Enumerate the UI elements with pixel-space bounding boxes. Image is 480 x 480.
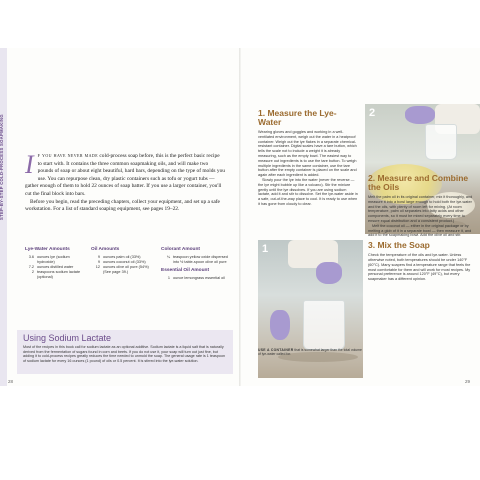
ingredient-description: ounces distilled water: [37, 265, 74, 269]
ingredient-quantity: 1: [167, 276, 170, 280]
step-2-3-column: [368, 174, 473, 282]
book-spine: [239, 48, 241, 386]
step-3-paragraph-1: Check the temperature of the oils and lye-water. Unless otherwise noted, both temperatures should be under 140°F (60°C). Many soapers find a temperature range that feels the most comfortable for them and will work for most recipes. My personal preference is around 120°F (49°C), but every soapmaker has a different opinion.: [368, 253, 471, 282]
colorant-amount-heading: Colorant Amount: [161, 247, 200, 252]
lye-amounts-heading: Lye-Water Amounts: [25, 247, 70, 252]
ingredient-quantity: 2: [31, 270, 34, 274]
step-2-paragraph-2: Melt the coconut oil — either in the original package or by melting a glob of it in a separate bowl — then measure it, and add it to the soapmaking bowl. Add the olive oil and stir.: [368, 223, 472, 238]
gloved-hand: [316, 262, 342, 284]
essential-oil-heading: Essential Oil Amount: [161, 268, 210, 273]
lye-water-amounts: [25, 247, 85, 280]
step-1-paragraph-2: Slowly pour the lye into the water (never the reverse — the lye might bubble up like a volcano). Stir the mixture gently until the lye dissolves. If you are using sodium lactate, add it and stir to dissolve. Set the lye-water aside in a safe, out-of-the-way place to cool. It is ready to use when it has gone from cloudy to clear.: [258, 177, 358, 206]
ingredient-quantity: 9: [97, 260, 100, 264]
step-1-paragraph-1: Wearing gloves and goggles and working in a well-ventilated environment, weigh out the water in a heatproof container. Weigh out the lye flakes in a separate chemical-resistant container. Digital scales have a tare button, which tells the scale not to include a weight it is already measuring, such as the empty bowl. The easiest way to measure out ingredients is to use the tare button. To weigh multiple ingredients in the same container, use the tare button after the empty container is placed on the scale and again after each ingredient is added.: [258, 130, 357, 178]
caption-lead: USE A CONTAINER: [258, 348, 294, 352]
ingredient-description: teaspoon yellow oxide dispersed into ½ table-spoon olive oil pure: [173, 255, 228, 264]
ingredient-description: ounces coconut oil (33%): [103, 260, 146, 264]
sidebar-title: Using Sodium Lactate: [23, 333, 112, 343]
ingredient-quantity: 3.6: [28, 255, 34, 259]
ingredient-quantity: 12: [95, 265, 100, 269]
ingredient-description: ounces lye (sodium hydroxide): [37, 255, 70, 264]
gloved-hand: [405, 106, 435, 124]
ingredient-amounts: [25, 247, 230, 307]
oil-amounts: [91, 247, 155, 275]
step-2-paragraph-1: Melt the palm oil in its original container, mix it thoroughly, and measure it into a bowl large enough to hold both the lye-water and the oils, with plenty of room left for mixing. (At room temperature, palm oil separates into fatty acids and other components, so it must be mixed separately every time to ensure equal distribution and a consistent product.): [368, 195, 473, 223]
intro-text: [25, 150, 225, 214]
chapter-side-tab-label: [0, 211, 9, 220]
page-number-left: 28: [8, 379, 14, 384]
intro-paragraph-1: cold-process soap before, this is the perfect basic recipe to start with. It contains the three common soapmaking oils, and will make two pounds of soap or about eight beautiful, hard bars, depending on the type of molds you use. You can repurpose clean, dry plastic containers such as tofu or yogurt tubs — gather enough of them to hold 22 ounces of soap batter. If you use a larger container, you'll cut the final block into bars.: [25, 153, 225, 197]
colorant-amounts: [161, 247, 231, 281]
gloved-hand: [270, 310, 290, 340]
step-1-heading: 1. Measure the Lye-Water: [258, 108, 337, 127]
step-2-heading: 2. Measure and Combine the Oils: [368, 173, 469, 192]
intro-paragraph-2: Before you begin, read the preceding chapters, collect your equipment, and set up a safe workstation. For a list of standard soaping equipment, see pages 19–22.: [25, 198, 220, 213]
caption-text: that is somewhat larger than the total volume of lye-water called for.: [258, 348, 362, 357]
ingredient-row: [25, 270, 85, 280]
ingredient-description: ounces palm oil (33%): [103, 255, 141, 259]
page-number-right: 29: [465, 379, 471, 384]
ingredient-quantity: 9: [97, 255, 100, 259]
measuring-jug: [303, 300, 345, 350]
ingredient-row: [91, 265, 155, 275]
ingredient-row: [25, 255, 85, 265]
ingredient-description: ounces olive oil pure (54%) (See page 39.): [103, 265, 149, 274]
step-1-column: [258, 109, 358, 207]
ingredient-description: teaspoons sodium lactate (optional): [37, 270, 81, 279]
ingredient-row: [161, 255, 231, 265]
photo-step-number: 2: [369, 107, 376, 119]
sidebar-body: Most of the recipes in this book call for sodium lactate as an optional additive. Sodium lactate is a liquid salt that is naturally derived from the fermentation of sugars found in corn and beets. If you do not use it, your soap will turn out just fine, but adding it to cold-process recipes greatly reduces the time needed to unmold the soap. The general usage rate is 1 teaspoon of sodium lactate for every 16 ounces (1 pound) of oils or 0.5 percent. It is stirred into the lye-water solution.: [23, 345, 226, 364]
book-spread: [0, 48, 480, 386]
ingredient-quantity: ¼: [166, 255, 170, 259]
ingredient-row: [161, 276, 231, 281]
ingredient-quantity: 7.2: [28, 265, 34, 269]
photo-step-1: [258, 240, 363, 378]
photo-caption: [258, 348, 363, 357]
measuring-jug: [425, 124, 457, 160]
sodium-lactate-sidebar: [17, 330, 233, 374]
drop-cap: I: [25, 150, 34, 179]
step-3-heading: 3. Mix the Soap: [368, 240, 430, 251]
oil-amounts-heading: Oil Amounts: [91, 247, 120, 252]
ingredient-description: ounce lemongrass essential oil: [173, 276, 225, 280]
intro-lead: f you have never made: [37, 153, 99, 159]
photo-step-number: 1: [262, 243, 269, 255]
